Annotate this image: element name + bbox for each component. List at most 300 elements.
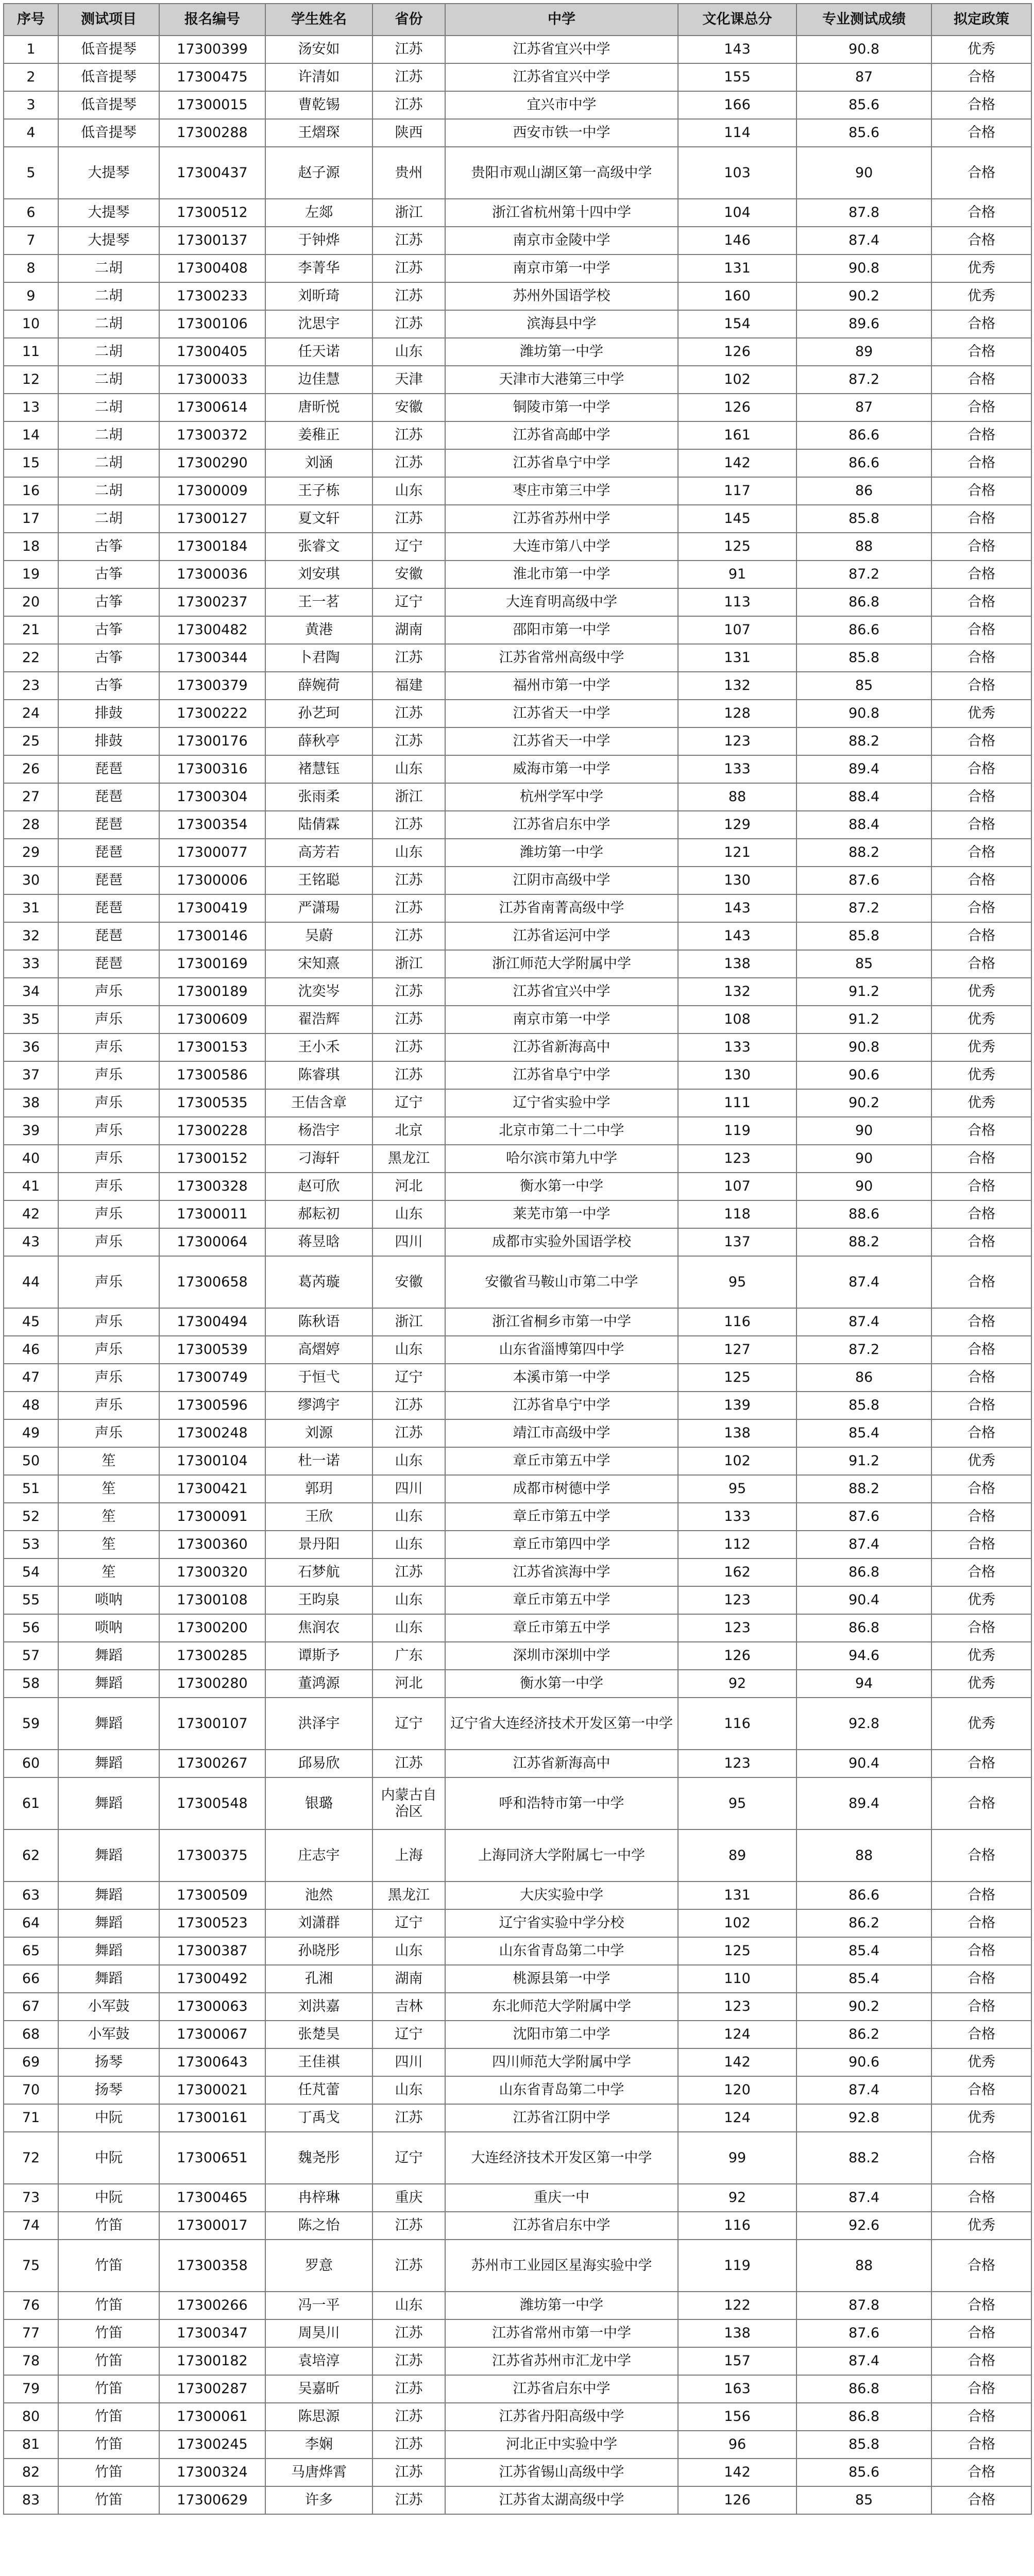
cell-student-name: 刘安琪 (265, 561, 372, 588)
cell-index: 68 (4, 2021, 58, 2048)
cell-province: 山东 (372, 1531, 445, 1558)
cell-student-name: 焦润农 (265, 1614, 372, 1642)
cell-culture-score: 163 (678, 2375, 796, 2403)
cell-index: 28 (4, 811, 58, 839)
cell-index: 70 (4, 2076, 58, 2104)
cell-test-item: 竹笛 (58, 2347, 159, 2375)
cell-policy: 优秀 (931, 1061, 1031, 1089)
cell-reg-no: 17300061 (159, 2403, 265, 2431)
cell-policy: 优秀 (931, 1089, 1031, 1117)
cell-culture-score: 103 (678, 147, 796, 199)
cell-culture-score: 110 (678, 1965, 796, 1993)
cell-student-name: 孔湘 (265, 1965, 372, 1993)
cell-policy: 优秀 (931, 1586, 1031, 1614)
cell-major-score: 86.8 (796, 1614, 931, 1642)
cell-test-item: 琵琶 (58, 950, 159, 978)
cell-test-item: 舞蹈 (58, 1829, 159, 1882)
cell-test-item: 声乐 (58, 1173, 159, 1200)
cell-index: 14 (4, 421, 58, 449)
cell-culture-score: 126 (678, 394, 796, 421)
cell-test-item: 二胡 (58, 255, 159, 282)
cell-policy: 合格 (931, 1829, 1031, 1882)
cell-student-name: 于恒弋 (265, 1364, 372, 1392)
cell-index: 31 (4, 894, 58, 922)
cell-reg-no: 17300104 (159, 1447, 265, 1475)
cell-test-item: 唢呐 (58, 1614, 159, 1642)
cell-major-score: 87.4 (796, 2347, 931, 2375)
cell-province: 辽宁 (372, 1364, 445, 1392)
results-table (3, 3, 1032, 2515)
cell-culture-score: 132 (678, 672, 796, 700)
cell-major-score: 87.4 (796, 227, 931, 255)
cell-student-name: 夏文轩 (265, 505, 372, 533)
cell-reg-no: 17300535 (159, 1089, 265, 1117)
cell-province: 黑龙江 (372, 1882, 445, 1909)
cell-province: 北京 (372, 1117, 445, 1145)
cell-index: 20 (4, 588, 58, 616)
cell-school: 江苏省丹阳高级中学 (445, 2403, 678, 2431)
cell-policy: 合格 (931, 2486, 1031, 2514)
table-row (4, 1089, 1031, 1117)
cell-culture-score: 142 (678, 2459, 796, 2486)
cell-culture-score: 123 (678, 1614, 796, 1642)
cell-test-item: 二胡 (58, 310, 159, 338)
cell-school: 江苏省苏州市汇龙中学 (445, 2347, 678, 2375)
cell-major-score: 91.2 (796, 1006, 931, 1033)
cell-school: 苏州市工业园区星海实验中学 (445, 2240, 678, 2292)
cell-reg-no: 17300288 (159, 119, 265, 147)
cell-policy: 合格 (931, 2132, 1031, 2184)
cell-school: 衡水第一中学 (445, 1173, 678, 1200)
cell-student-name: 王欣 (265, 1503, 372, 1531)
cell-culture-score: 131 (678, 255, 796, 282)
cell-reg-no: 17300189 (159, 978, 265, 1006)
cell-culture-score: 126 (678, 338, 796, 366)
cell-policy: 合格 (931, 63, 1031, 91)
cell-school: 江苏省阜宁中学 (445, 1061, 678, 1089)
cell-culture-score: 125 (678, 1364, 796, 1392)
cell-culture-score: 124 (678, 2021, 796, 2048)
cell-policy: 合格 (931, 2021, 1031, 2048)
cell-province: 江苏 (372, 1419, 445, 1447)
cell-reg-no: 17300372 (159, 421, 265, 449)
cell-test-item: 古筝 (58, 672, 159, 700)
table-row (4, 894, 1031, 922)
cell-policy: 合格 (931, 1531, 1031, 1558)
cell-student-name: 唐昕悦 (265, 394, 372, 421)
cell-school: 莱芜市第一中学 (445, 1200, 678, 1228)
cell-policy: 合格 (931, 588, 1031, 616)
cell-student-name: 张睿文 (265, 533, 372, 561)
cell-culture-score: 123 (678, 1145, 796, 1173)
cell-reg-no: 17300304 (159, 783, 265, 811)
cell-province: 江苏 (372, 449, 445, 477)
cell-student-name: 翟浩辉 (265, 1006, 372, 1033)
cell-province: 天津 (372, 366, 445, 394)
cell-school: 章丘市第四中学 (445, 1531, 678, 1558)
cell-major-score: 87.4 (796, 2184, 931, 2212)
cell-index: 74 (4, 2212, 58, 2240)
cell-school: 邵阳市第一中学 (445, 616, 678, 644)
cell-index: 35 (4, 1006, 58, 1033)
cell-index: 61 (4, 1777, 58, 1829)
cell-index: 2 (4, 63, 58, 91)
cell-index: 38 (4, 1089, 58, 1117)
cell-test-item: 二胡 (58, 421, 159, 449)
cell-culture-score: 137 (678, 1228, 796, 1256)
cell-reg-no: 17300328 (159, 1173, 265, 1200)
cell-test-item: 琵琶 (58, 811, 159, 839)
cell-major-score: 87.4 (796, 1256, 931, 1308)
cell-policy: 合格 (931, 91, 1031, 119)
cell-culture-score: 108 (678, 1006, 796, 1033)
cell-school: 深圳市深圳中学 (445, 1642, 678, 1670)
cell-reg-no: 17300176 (159, 727, 265, 755)
cell-student-name: 刘涵 (265, 449, 372, 477)
cell-major-score: 88.2 (796, 1475, 931, 1503)
cell-index: 22 (4, 644, 58, 672)
cell-province: 江苏 (372, 1033, 445, 1061)
cell-test-item: 竹笛 (58, 2459, 159, 2486)
cell-index: 46 (4, 1336, 58, 1364)
cell-index: 13 (4, 394, 58, 421)
cell-student-name: 高熠婷 (265, 1336, 372, 1364)
cell-reg-no: 17300015 (159, 91, 265, 119)
cell-culture-score: 145 (678, 505, 796, 533)
cell-test-item: 笙 (58, 1558, 159, 1586)
cell-student-name: 高芳若 (265, 839, 372, 867)
cell-major-score: 94 (796, 1670, 931, 1698)
cell-reg-no: 17300287 (159, 2375, 265, 2403)
cell-culture-score: 154 (678, 310, 796, 338)
cell-culture-score: 92 (678, 1670, 796, 1698)
cell-reg-no: 17300658 (159, 1256, 265, 1308)
cell-school: 大庆实验中学 (445, 1882, 678, 1909)
cell-test-item: 舞蹈 (58, 1750, 159, 1777)
cell-policy: 合格 (931, 2184, 1031, 2212)
cell-major-score: 88.4 (796, 783, 931, 811)
table-row (4, 1200, 1031, 1228)
cell-student-name: 郭玥 (265, 1475, 372, 1503)
cell-policy: 合格 (931, 2076, 1031, 2104)
table-row (4, 421, 1031, 449)
cell-reg-no: 17300267 (159, 1750, 265, 1777)
cell-reg-no: 17300609 (159, 1006, 265, 1033)
cell-province: 江苏 (372, 922, 445, 950)
cell-major-score: 87.6 (796, 2319, 931, 2347)
table-row (4, 2347, 1031, 2375)
cell-student-name: 李菁华 (265, 255, 372, 282)
table-row (4, 2076, 1031, 2104)
cell-province: 江苏 (372, 421, 445, 449)
cell-province: 江苏 (372, 1750, 445, 1777)
cell-student-name: 杜一诺 (265, 1447, 372, 1475)
cell-school: 江苏省宜兴中学 (445, 978, 678, 1006)
cell-culture-score: 126 (678, 1642, 796, 1670)
cell-policy: 合格 (931, 310, 1031, 338)
cell-province: 安徽 (372, 394, 445, 421)
cell-culture-score: 127 (678, 1336, 796, 1364)
table-row (4, 147, 1031, 199)
cell-culture-score: 91 (678, 561, 796, 588)
cell-policy: 合格 (931, 1503, 1031, 1531)
cell-province: 辽宁 (372, 533, 445, 561)
cell-school: 淮北市第一中学 (445, 561, 678, 588)
cell-policy: 合格 (931, 449, 1031, 477)
cell-school: 大连市第八中学 (445, 533, 678, 561)
cell-policy: 合格 (931, 922, 1031, 950)
cell-policy: 合格 (931, 1117, 1031, 1145)
cell-index: 66 (4, 1965, 58, 1993)
cell-major-score: 85.6 (796, 91, 931, 119)
cell-province: 江苏 (372, 2347, 445, 2375)
table-row (4, 2021, 1031, 2048)
cell-policy: 合格 (931, 1558, 1031, 1586)
cell-province: 江苏 (372, 2212, 445, 2240)
cell-test-item: 声乐 (58, 978, 159, 1006)
cell-index: 44 (4, 1256, 58, 1308)
cell-reg-no: 17300017 (159, 2212, 265, 2240)
cell-province: 山东 (372, 2076, 445, 2104)
cell-major-score: 85.8 (796, 505, 931, 533)
cell-school: 江苏省宜兴中学 (445, 63, 678, 91)
cell-province: 湖南 (372, 1965, 445, 1993)
cell-student-name: 孙晓彤 (265, 1937, 372, 1965)
cell-student-name: 陈之怡 (265, 2212, 372, 2240)
cell-school: 福州市第一中学 (445, 672, 678, 700)
cell-reg-no: 17300137 (159, 227, 265, 255)
cell-index: 34 (4, 978, 58, 1006)
cell-policy: 合格 (931, 1228, 1031, 1256)
cell-test-item: 低音提琴 (58, 36, 159, 63)
cell-province: 内蒙古自治区 (372, 1777, 445, 1829)
cell-student-name: 陈秋语 (265, 1308, 372, 1336)
cell-school: 浙江师范大学附属中学 (445, 950, 678, 978)
cell-index: 57 (4, 1642, 58, 1670)
cell-reg-no: 17300523 (159, 1909, 265, 1937)
cell-test-item: 琵琶 (58, 922, 159, 950)
cell-student-name: 沈思宇 (265, 310, 372, 338)
cell-major-score: 88.2 (796, 727, 931, 755)
cell-student-name: 姜稚正 (265, 421, 372, 449)
cell-test-item: 唢呐 (58, 1586, 159, 1614)
cell-major-score: 90.8 (796, 255, 931, 282)
cell-test-item: 二胡 (58, 477, 159, 505)
cell-major-score: 90 (796, 1117, 931, 1145)
cell-test-item: 竹笛 (58, 2292, 159, 2319)
cell-reg-no: 17300036 (159, 561, 265, 588)
cell-major-score: 86.8 (796, 2375, 931, 2403)
cell-test-item: 排鼓 (58, 727, 159, 755)
table-row (4, 1642, 1031, 1670)
cell-test-item: 二胡 (58, 394, 159, 421)
cell-policy: 合格 (931, 1173, 1031, 1200)
cell-test-item: 声乐 (58, 1117, 159, 1145)
cell-province: 安徽 (372, 561, 445, 588)
cell-school: 杭州学军中学 (445, 783, 678, 811)
cell-student-name: 边佳慧 (265, 366, 372, 394)
cell-culture-score: 111 (678, 1089, 796, 1117)
cell-index: 79 (4, 2375, 58, 2403)
cell-school: 浙江省杭州第十四中学 (445, 199, 678, 227)
cell-index: 33 (4, 950, 58, 978)
cell-culture-score: 142 (678, 449, 796, 477)
cell-policy: 合格 (931, 366, 1031, 394)
cell-policy: 合格 (931, 1777, 1031, 1829)
cell-school: 山东省青岛第二中学 (445, 2076, 678, 2104)
cell-index: 63 (4, 1882, 58, 1909)
cell-school: 江苏省启东中学 (445, 2375, 678, 2403)
cell-culture-score: 143 (678, 36, 796, 63)
cell-culture-score: 162 (678, 1558, 796, 1586)
cell-student-name: 周昊川 (265, 2319, 372, 2347)
table-row (4, 36, 1031, 63)
col-header-major-score: 专业测试成绩 (796, 4, 931, 36)
cell-school: 江苏省高邮中学 (445, 421, 678, 449)
cell-culture-score: 123 (678, 727, 796, 755)
cell-province: 江苏 (372, 1061, 445, 1089)
cell-province: 浙江 (372, 1308, 445, 1336)
table-row (4, 755, 1031, 783)
header-row (4, 4, 1031, 36)
cell-culture-score: 125 (678, 533, 796, 561)
cell-test-item: 琵琶 (58, 783, 159, 811)
table-row (4, 1145, 1031, 1173)
cell-reg-no: 17300320 (159, 1558, 265, 1586)
cell-school: 江苏省太湖高级中学 (445, 2486, 678, 2514)
table-row (4, 1882, 1031, 1909)
cell-major-score: 90.6 (796, 1061, 931, 1089)
cell-reg-no: 17300152 (159, 1145, 265, 1173)
table-row (4, 505, 1031, 533)
cell-culture-score: 133 (678, 1503, 796, 1531)
cell-test-item: 舞蹈 (58, 1937, 159, 1965)
cell-test-item: 声乐 (58, 1228, 159, 1256)
cell-culture-score: 99 (678, 2132, 796, 2184)
cell-student-name: 洪泽宇 (265, 1698, 372, 1750)
cell-major-score: 86.6 (796, 616, 931, 644)
col-header-student-name: 学生姓名 (265, 4, 372, 36)
cell-test-item: 声乐 (58, 1033, 159, 1061)
cell-culture-score: 125 (678, 1937, 796, 1965)
cell-culture-score: 138 (678, 1419, 796, 1447)
cell-culture-score: 123 (678, 1586, 796, 1614)
cell-reg-no: 17300153 (159, 1033, 265, 1061)
table-row (4, 1006, 1031, 1033)
cell-province: 江苏 (372, 227, 445, 255)
cell-province: 四川 (372, 1228, 445, 1256)
cell-major-score: 87.2 (796, 366, 931, 394)
cell-reg-no: 17300651 (159, 2132, 265, 2184)
cell-reg-no: 17300006 (159, 867, 265, 894)
cell-province: 江苏 (372, 310, 445, 338)
cell-reg-no: 17300011 (159, 1200, 265, 1228)
cell-test-item: 舞蹈 (58, 1965, 159, 1993)
cell-reg-no: 17300596 (159, 1392, 265, 1419)
cell-major-score: 92.6 (796, 2212, 931, 2240)
cell-major-score: 90.4 (796, 1586, 931, 1614)
cell-province: 河北 (372, 1670, 445, 1698)
cell-reg-no: 17300749 (159, 1364, 265, 1392)
cell-index: 69 (4, 2048, 58, 2076)
cell-test-item: 小军鼓 (58, 1993, 159, 2021)
cell-student-name: 张楚昊 (265, 2021, 372, 2048)
cell-major-score: 86.6 (796, 1882, 931, 1909)
table-row (4, 1256, 1031, 1308)
cell-policy: 合格 (931, 561, 1031, 588)
cell-major-score: 88.4 (796, 811, 931, 839)
cell-major-score: 90.6 (796, 2048, 931, 2076)
cell-student-name: 王子栋 (265, 477, 372, 505)
cell-school: 章丘市第五中学 (445, 1503, 678, 1531)
table-row (4, 2403, 1031, 2431)
cell-province: 山东 (372, 1447, 445, 1475)
cell-school: 江苏省启东中学 (445, 811, 678, 839)
cell-student-name: 卜君陶 (265, 644, 372, 672)
cell-school: 章丘市第五中学 (445, 1614, 678, 1642)
cell-culture-score: 96 (678, 2431, 796, 2459)
cell-culture-score: 107 (678, 616, 796, 644)
cell-major-score: 85.6 (796, 119, 931, 147)
cell-index: 39 (4, 1117, 58, 1145)
table-row (4, 1392, 1031, 1419)
cell-major-score: 87.2 (796, 1336, 931, 1364)
table-row (4, 1033, 1031, 1061)
cell-test-item: 舞蹈 (58, 1642, 159, 1670)
cell-student-name: 李娴 (265, 2431, 372, 2459)
cell-province: 江苏 (372, 2375, 445, 2403)
cell-school: 成都市树德中学 (445, 1475, 678, 1503)
cell-major-score: 87.6 (796, 1503, 931, 1531)
cell-student-name: 石梦航 (265, 1558, 372, 1586)
cell-school: 潍坊第一中学 (445, 2292, 678, 2319)
cell-major-score: 85 (796, 950, 931, 978)
cell-test-item: 竹笛 (58, 2212, 159, 2240)
cell-major-score: 88.2 (796, 1228, 931, 1256)
col-header-province: 省份 (372, 4, 445, 36)
cell-province: 江苏 (372, 2403, 445, 2431)
cell-student-name: 严潇瑒 (265, 894, 372, 922)
cell-province: 江苏 (372, 1558, 445, 1586)
cell-major-score: 88 (796, 533, 931, 561)
cell-test-item: 大提琴 (58, 227, 159, 255)
cell-index: 73 (4, 2184, 58, 2212)
cell-index: 29 (4, 839, 58, 867)
cell-policy: 合格 (931, 505, 1031, 533)
cell-test-item: 小军鼓 (58, 2021, 159, 2048)
cell-school: 呼和浩特市第一中学 (445, 1777, 678, 1829)
cell-culture-score: 92 (678, 2184, 796, 2212)
cell-index: 81 (4, 2431, 58, 2459)
cell-policy: 合格 (931, 2403, 1031, 2431)
cell-culture-score: 113 (678, 588, 796, 616)
table-row (4, 1061, 1031, 1089)
cell-index: 82 (4, 2459, 58, 2486)
cell-policy: 合格 (931, 2347, 1031, 2375)
cell-school: 威海市第一中学 (445, 755, 678, 783)
cell-school: 南京市第一中学 (445, 255, 678, 282)
cell-major-score: 88.6 (796, 1200, 931, 1228)
cell-policy: 合格 (931, 727, 1031, 755)
cell-test-item: 低音提琴 (58, 91, 159, 119)
cell-major-score: 88 (796, 1829, 931, 1882)
table-row (4, 2459, 1031, 2486)
cell-student-name: 池然 (265, 1882, 372, 1909)
table-row (4, 950, 1031, 978)
table-row (4, 1308, 1031, 1336)
cell-index: 7 (4, 227, 58, 255)
cell-index: 76 (4, 2292, 58, 2319)
